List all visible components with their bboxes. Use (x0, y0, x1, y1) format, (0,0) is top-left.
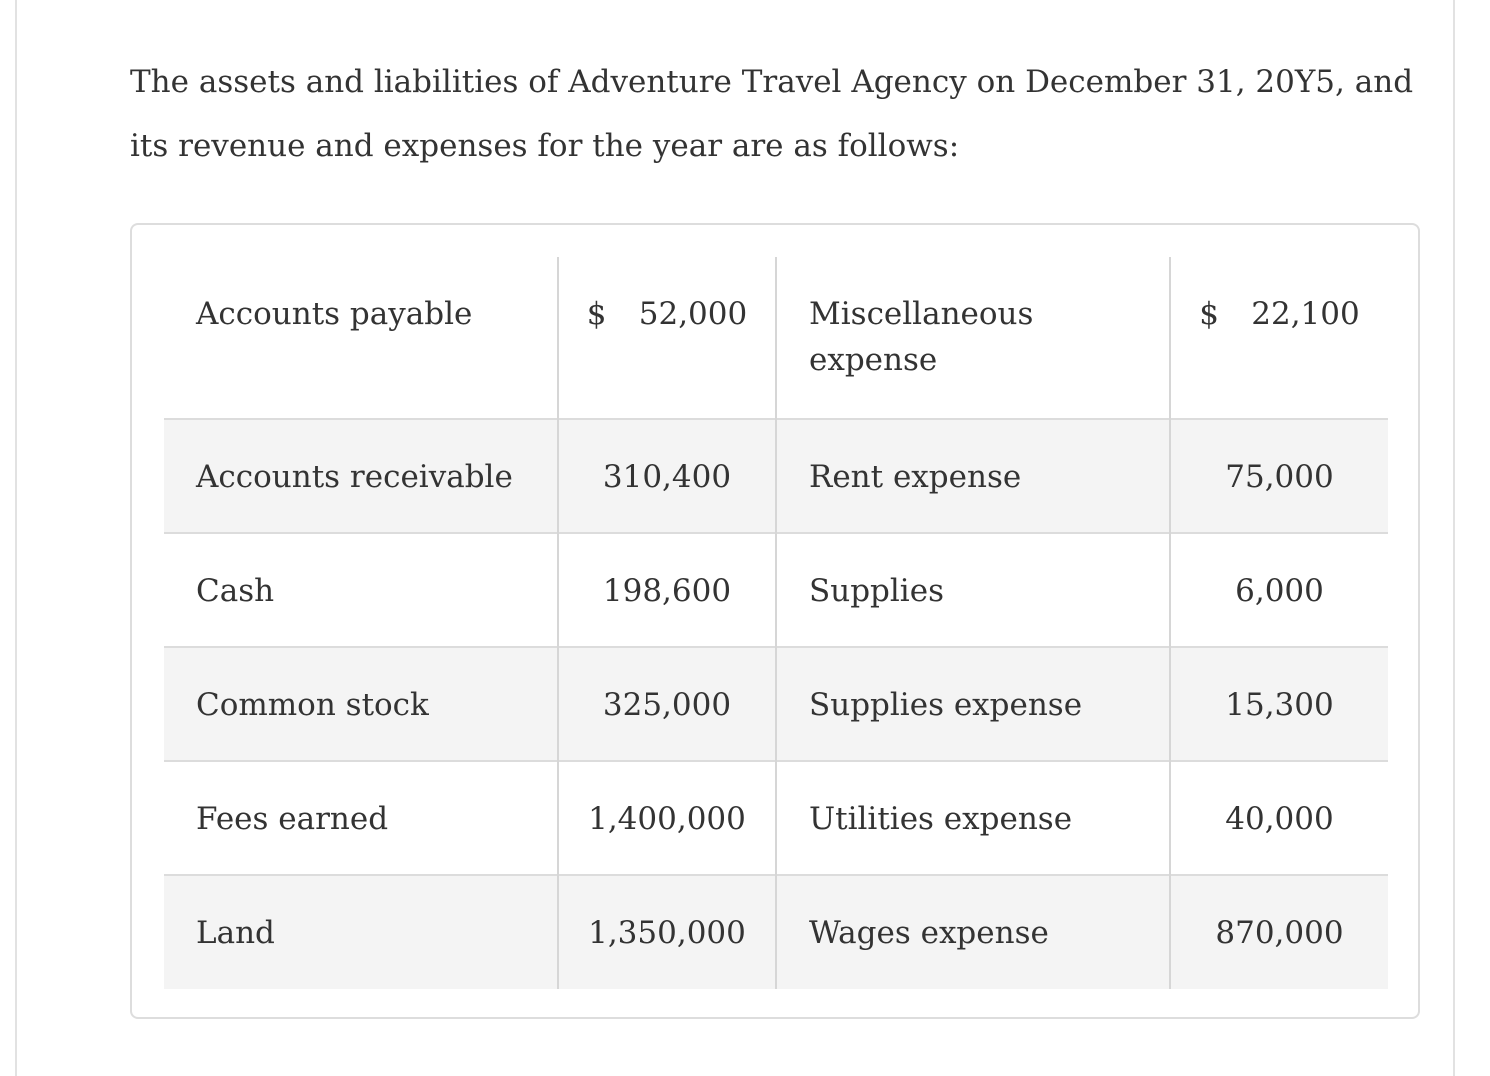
account-name: Utilities expense (776, 761, 1170, 875)
account-name: Cash (164, 533, 558, 647)
account-name: Fees earned (164, 761, 558, 875)
account-amount: 15,300 (1170, 647, 1388, 761)
table-row (164, 257, 1388, 419)
intro-paragraph: The assets and liabilities of Adventure Travel Agency on December 31, 20Y5, and its revenue and expenses for the year are as follows: (130, 64, 1414, 164)
account-name: Accounts payable (196, 296, 473, 332)
currency-symbol: $ (1199, 296, 1219, 332)
account-amount: 40,000 (1170, 761, 1388, 875)
account-amount: 1,350,000 (558, 875, 776, 989)
amount-value: 22,100 (1251, 296, 1360, 332)
account-amount: 6,000 (1170, 533, 1388, 647)
amount-value: 52,000 (638, 296, 748, 332)
account-name: Supplies expense (776, 647, 1170, 761)
account-amount: 198,600 (558, 533, 776, 647)
account-amount (1170, 257, 1388, 419)
table-row (164, 875, 1388, 989)
account-amount: 310,400 (558, 419, 776, 533)
accounts-table-card (130, 223, 1420, 1019)
table-row (164, 419, 1388, 533)
currency-symbol: $ (586, 296, 607, 332)
account-name: Supplies (776, 533, 1170, 647)
accounts-table (164, 257, 1388, 989)
account-amount (558, 257, 776, 419)
account-name: Miscellaneous expense (809, 296, 1034, 378)
account-name: Accounts receivable (164, 419, 558, 533)
account-name: Wages expense (776, 875, 1170, 989)
table-row (164, 761, 1388, 875)
table-row (164, 533, 1388, 647)
account-amount: 870,000 (1170, 875, 1388, 989)
account-amount: 1,400,000 (558, 761, 776, 875)
account-name: Land (164, 875, 558, 989)
account-name: Common stock (164, 647, 558, 761)
account-name: Rent expense (776, 419, 1170, 533)
table-row (164, 647, 1388, 761)
account-amount: 75,000 (1170, 419, 1388, 533)
account-amount: 325,000 (558, 647, 776, 761)
